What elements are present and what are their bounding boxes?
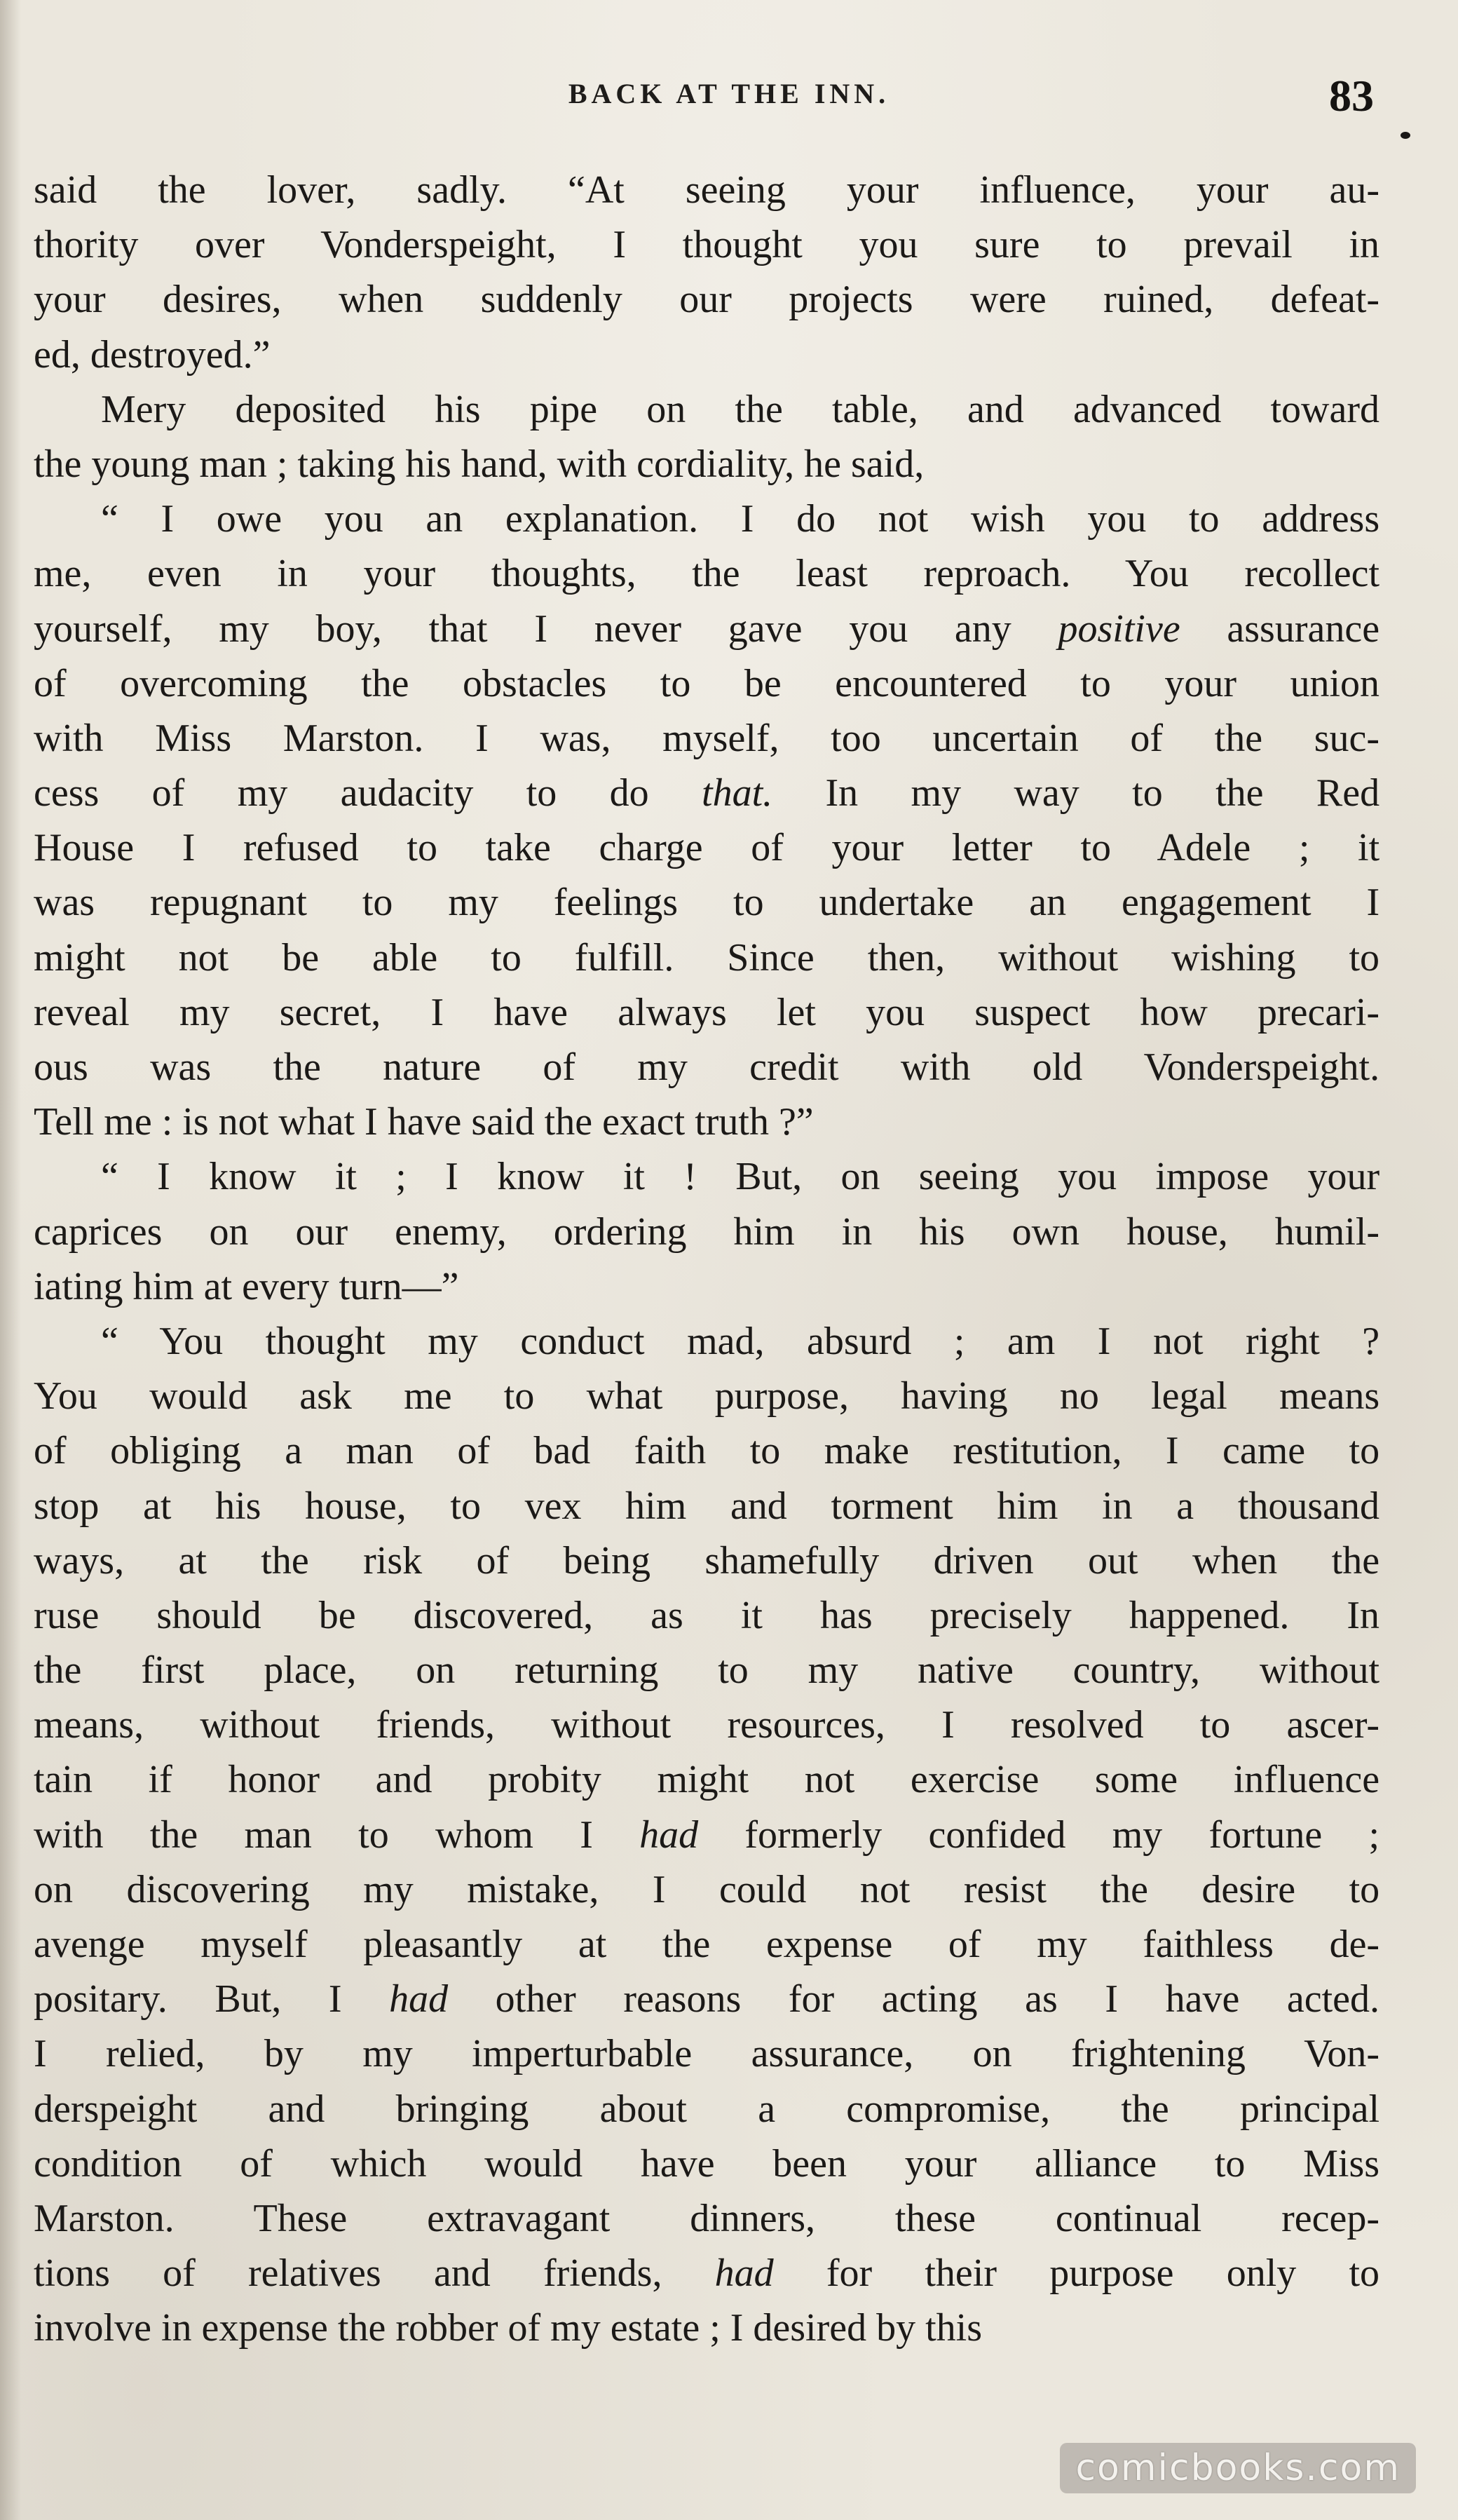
text-line: means, without friends, without resources, I resolved to ascer- — [34, 1703, 1380, 1747]
text-line: thority over Vonderspeight, I thought you sure to prevail in — [34, 223, 1380, 267]
body-text — [34, 163, 1379, 2356]
text-line: cess of my audacity to do that. In my way to the Red — [34, 771, 1380, 815]
text-line: of overcoming the obstacles to be encountered to your union — [34, 661, 1380, 705]
text-line: Tell me : is not what I have said the exact truth ?” — [34, 1100, 814, 1144]
text-line: ruse should be discovered, as it has precisely happened. In — [34, 1593, 1380, 1637]
text-line: ous was the nature of my credit with old Vonderspeight. — [34, 1045, 1380, 1089]
ink-speck — [1401, 132, 1410, 139]
text-line: Mery deposited his pipe on the table, and advanced toward — [101, 387, 1380, 431]
text-line: reveal my secret, I have always let you suspect how precari- — [34, 990, 1380, 1034]
page-number: 83 — [1329, 71, 1374, 121]
text-line: said the lover, sadly. “At seeing your influence, your au- — [34, 168, 1379, 212]
text-line: You would ask me to what purpose, having no legal means — [34, 1374, 1380, 1418]
text-line: “ I know it ; I know it ! But, on seeing you impose your — [101, 1155, 1380, 1199]
text-line: yourself, my boy, that I never gave you any positive assurance — [34, 607, 1380, 651]
text-line: ed, destroyed.” — [34, 332, 271, 377]
text-line: positary. But, I had other reasons for acting as I have acted. — [34, 1977, 1380, 2021]
page-gutter-shadow — [0, 0, 21, 2520]
text-line: “ You thought my conduct mad, absurd ; am I not right ? — [101, 1319, 1380, 1363]
text-line: was repugnant to my feelings to undertake an engagement I — [34, 881, 1380, 925]
text-line: I relied, by my imperturbable assurance, on frightening Von- — [34, 2032, 1380, 2076]
text-line: ways, at the risk of being shamefully driven out when the — [34, 1538, 1380, 1583]
text-line: Marston. These extravagant dinners, these continual recep- — [34, 2196, 1379, 2240]
running-title: BACK AT THE INN. — [568, 78, 890, 109]
text-line: iating him at every turn—” — [34, 1264, 459, 1308]
text-line: your desires, when suddenly our projects were ruined, defeat- — [34, 278, 1380, 322]
text-line: might not be able to fulfill. Since then, without wishing to — [34, 935, 1380, 980]
text-line: derspeight and bringing about a compromise, the principal — [34, 2087, 1380, 2131]
text-line: with the man to whom I had formerly confided my fortune ; — [34, 1813, 1380, 1857]
text-line: of obliging a man of bad faith to make restitution, I came to — [34, 1429, 1380, 1473]
text-line: me, even in your thoughts, the least reproach. You recollect — [34, 552, 1380, 596]
text-line: involve in expense the robber of my estate ; I desired by this — [34, 2306, 983, 2350]
running-head — [0, 70, 1458, 126]
text-line: tain if honor and probity might not exercise some influence — [34, 1758, 1380, 1802]
text-line: condition of which would have been your alliance to Miss — [34, 2141, 1380, 2186]
text-line: avenge myself pleasantly at the expense of my faithless de- — [34, 1923, 1380, 1966]
text-line: the young man ; taking his hand, with cordiality, he said, — [34, 442, 925, 486]
text-line: with Miss Marston. I was, myself, too uncertain of the suc- — [34, 716, 1380, 760]
text-line: the first place, on returning to my native country, without — [34, 1648, 1380, 1693]
text-line: caprices on our enemy, ordering him in his own house, humil- — [34, 1210, 1380, 1254]
text-line: House I refused to take charge of your letter to Adele ; it — [34, 826, 1380, 870]
text-line: tions of relatives and friends, had for their purpose only to — [34, 2251, 1380, 2296]
text-line: on discovering my mistake, I could not resist the desire to — [34, 1867, 1380, 1911]
watermark: comicbooks.com — [1060, 2443, 1416, 2493]
text-line: stop at his house, to vex him and torment him in a thousand — [34, 1484, 1380, 1528]
text-line: “ I owe you an explanation. I do not wish you to address — [101, 497, 1380, 541]
